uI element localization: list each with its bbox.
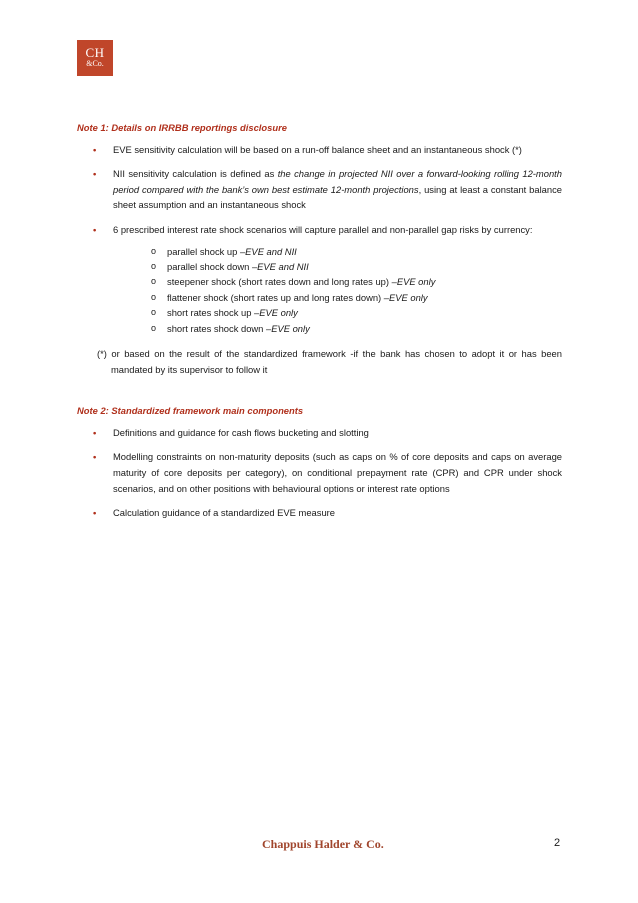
circle-bullet-icon: o: [151, 245, 157, 256]
note1-bullet-1: [77, 142, 562, 158]
scenario-text: short rates shock down: [167, 322, 267, 334]
note2-bullet-1: [77, 425, 562, 441]
note1-footnote: (*) or based on the result of the standardized framework -if the bank has chosen to adopt it or has been mandated by its supervisor to follow it: [97, 348, 562, 375]
note2-bullet-2: [77, 449, 562, 496]
bullet-icon: •: [93, 143, 97, 155]
scenario-item: [151, 290, 562, 305]
note1-bullet-2-text-b: the change in projected NII over a forward-looking rolling 12-month period compared with the bank’s own best estimate 12-month projections: [113, 168, 562, 195]
scenario-text: parallel shock up: [167, 245, 240, 257]
scenario-tag: –EVE only: [391, 276, 436, 288]
scenario-list: [113, 244, 562, 336]
note1-bullet-2-text-a: NII sensitivity calculation is defined as: [113, 168, 278, 180]
logo-line1: CH: [85, 45, 105, 60]
note1-bullet-2-text-c: , using at least a constant balance sheet assumption and an instantaneous shock: [113, 183, 562, 211]
bullet-icon: •: [93, 507, 97, 519]
note1-bullet-3: [77, 222, 562, 336]
bullet-icon: •: [93, 451, 97, 463]
scenario-tag: –EVE only: [383, 291, 428, 303]
scenario-item: [151, 259, 562, 274]
circle-bullet-icon: o: [151, 307, 157, 318]
company-logo: [77, 40, 113, 76]
circle-bullet-icon: o: [151, 260, 157, 271]
bullet-icon: •: [93, 168, 97, 180]
note2-bullets: [77, 425, 562, 521]
note2-bullet-3: [77, 505, 562, 521]
scenario-tag: –EVE only: [254, 307, 298, 319]
circle-bullet-icon: o: [151, 322, 157, 333]
note2-bullet-3-text: Calculation guidance of a standardized EVE measure: [113, 507, 336, 519]
note2-title: Note 2: Standardized framework main components: [77, 405, 304, 417]
document-body: [77, 120, 562, 521]
scenario-text: short rates shock up: [167, 307, 255, 319]
scenario-item: [151, 244, 562, 259]
scenario-text: flattener shock (short rates up and long rates down): [167, 291, 384, 303]
note1-title: Note 1: Details on IRRBB reportings disclosure: [77, 122, 287, 133]
scenario-item: [151, 321, 562, 336]
note1-bullet-1-text: EVE sensitivity calculation will be based on a run-off balance sheet and an instantaneous shock (*): [113, 143, 522, 155]
scenario-tag: –EVE only: [266, 322, 310, 334]
bullet-icon: •: [93, 223, 97, 235]
note2-bullet-1-text: Definitions and guidance for cash flows bucketing and slotting: [113, 426, 369, 438]
note1-bullet-3-text: 6 prescribed interest rate shock scenarios will capture parallel and non-parallel gap risks by currency:: [113, 223, 533, 235]
circle-bullet-icon: o: [151, 276, 157, 287]
page-number: 2: [554, 837, 561, 849]
note1-bullets: [77, 142, 562, 336]
footer-company-name: Chappuis Halder & Co.: [262, 837, 384, 851]
circle-bullet-icon: o: [151, 291, 157, 302]
scenario-tag: –EVE and NII: [239, 245, 297, 257]
scenario-item: [151, 305, 562, 320]
scenario-text: parallel shock down: [167, 260, 252, 272]
note1-bullet-2: [77, 166, 562, 213]
scenario-item: [151, 274, 562, 289]
scenario-tag: –EVE and NII: [251, 260, 309, 272]
note2-bullet-2-text: Modelling constraints on non-maturity deposits (such as caps on % of core deposits and caps on average maturity of core deposits per category), on conditional prepayment rate (CPR) and CPR under shock scenarios, and on other positions with behavioural options or interest rate options: [113, 451, 562, 494]
bullet-icon: •: [93, 426, 97, 438]
logo-line2: &Co.: [86, 59, 104, 68]
scenario-text: steepener shock (short rates down and long rates up): [167, 276, 392, 288]
